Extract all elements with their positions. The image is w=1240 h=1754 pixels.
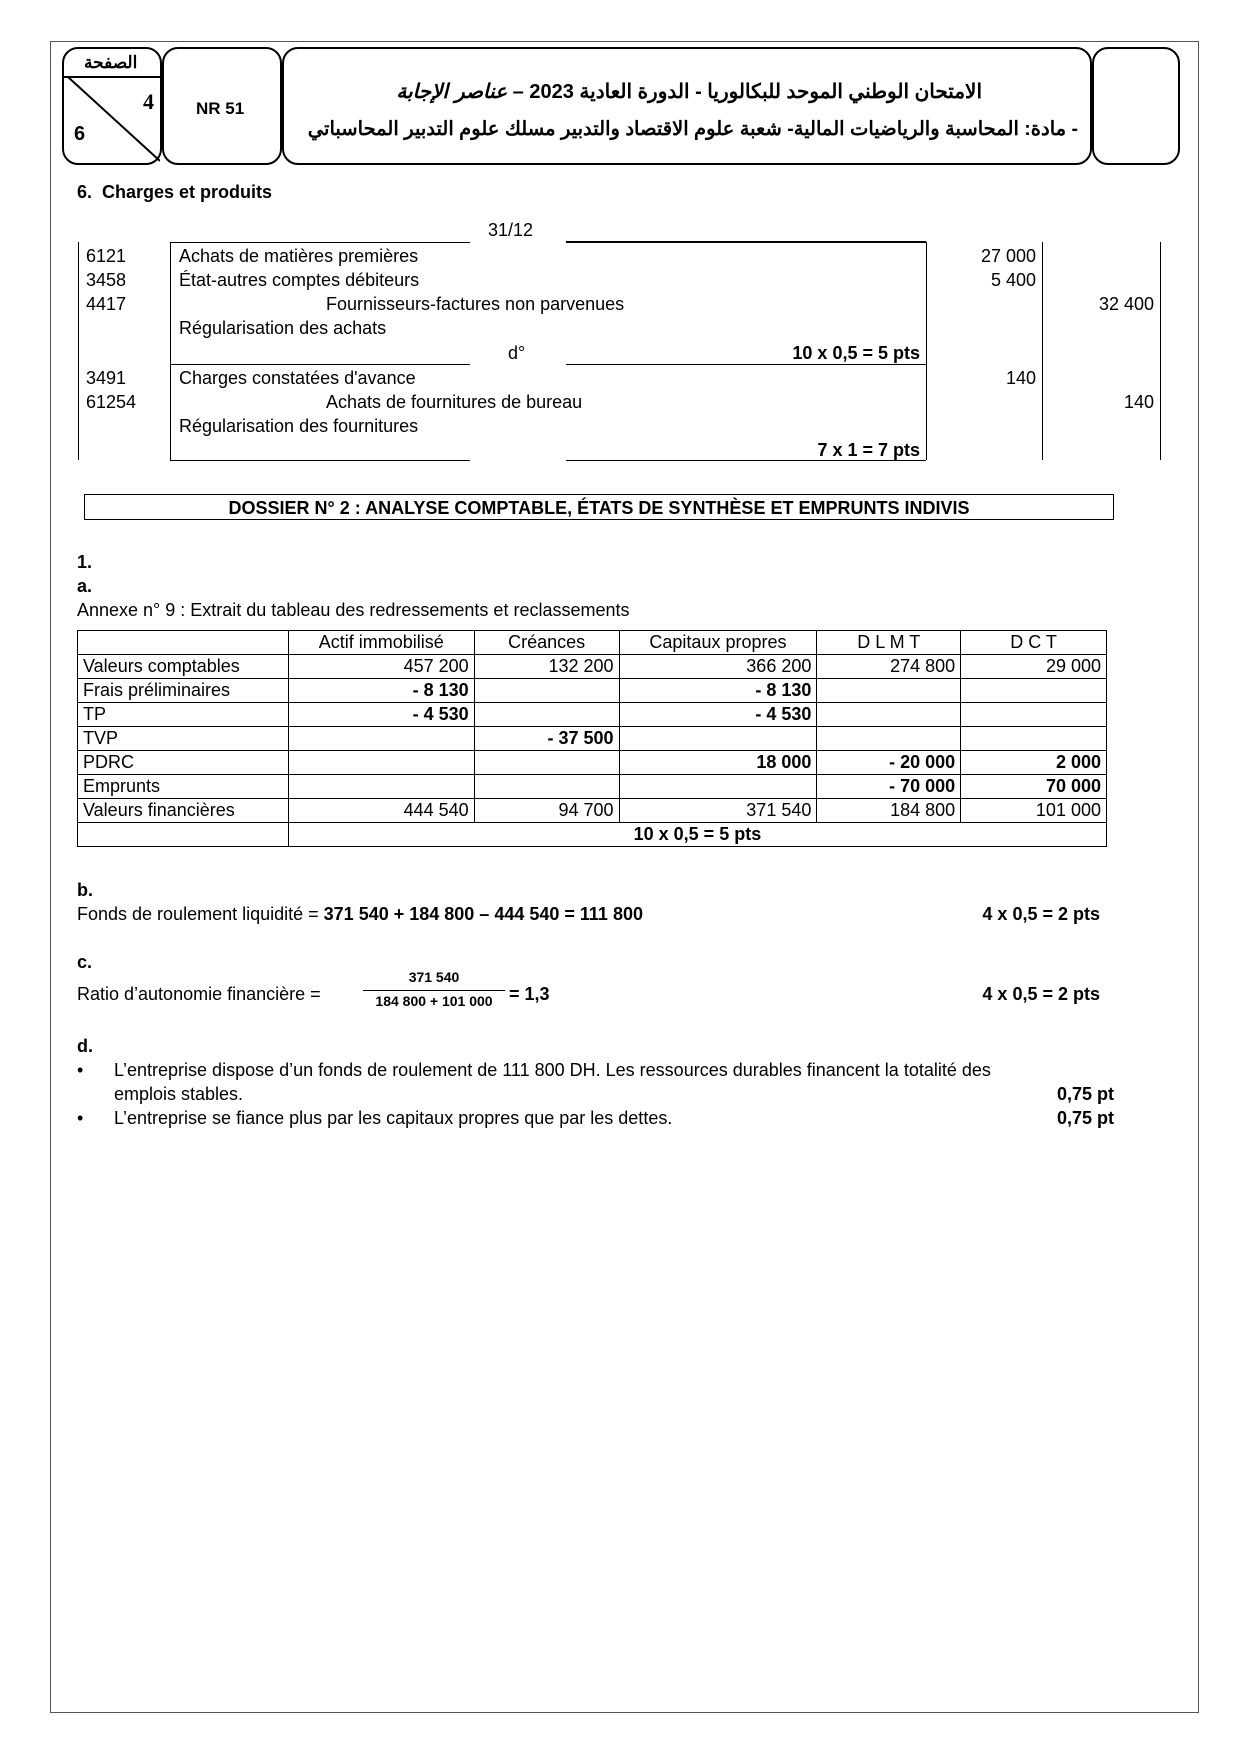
table-cell [961, 727, 1107, 751]
entry2-label-1: Charges constatées d'avance [179, 368, 416, 388]
bullet2-points: 0,75 pt [1056, 1108, 1114, 1128]
table-points-row [78, 823, 1107, 847]
bullet1-line2: emplois stables. [114, 1084, 244, 1104]
title-line-1 [396, 79, 982, 104]
q1b-formula: 371 540 + 184 800 – 444 540 = 111 800 [323, 904, 643, 924]
table-cell: - 8 130 [288, 679, 474, 703]
entry1-bottom-right-line [566, 364, 926, 365]
table-cell: 457 200 [288, 655, 474, 679]
row-label: Frais préliminaires [78, 679, 289, 703]
entry1-account-1: 6121 [86, 246, 127, 266]
column-header: Actif immobilisé [288, 631, 474, 655]
blank-box [1092, 47, 1180, 165]
table-cell [817, 679, 961, 703]
bullet2-text: L’entreprise se fiance plus par les capitaux propres que par les dettes. [114, 1108, 673, 1128]
bullet1-points: 0,75 pt [1056, 1084, 1114, 1104]
table-header-row [78, 631, 1107, 655]
journal-left-line [78, 242, 79, 460]
table-row [78, 703, 1107, 727]
title-box [282, 47, 1092, 165]
entry1-account-2: 3458 [86, 270, 127, 290]
title-dash: – [512, 81, 524, 103]
table-cell: - 20 000 [817, 751, 961, 775]
q1d-label: d. [77, 1036, 93, 1056]
q1c-points: 4 x 0,5 = 2 pts [982, 984, 1100, 1004]
table-cell: 184 800 [817, 799, 961, 823]
page-frame [50, 41, 1199, 1713]
table-cell: - 4 530 [619, 703, 817, 727]
entry1-points: 10 x 0,5 = 5 pts [792, 343, 920, 363]
table-cell [817, 703, 961, 727]
entry1-label-1: Achats de matières premières [179, 246, 419, 266]
table-cell [961, 703, 1107, 727]
table-cell: 18 000 [619, 751, 817, 775]
table-cell: 274 800 [817, 655, 961, 679]
column-header: Capitaux propres [619, 631, 817, 655]
q1c-text: Ratio d’autonomie financière = [77, 984, 326, 1004]
journal-credit-line [1042, 242, 1043, 460]
entry1-label-2: État-autres comptes débiteurs [179, 270, 420, 290]
entry1-account-3: 4417 [86, 294, 127, 314]
table-cell [474, 679, 619, 703]
bullet-dot-2: • [77, 1108, 84, 1128]
title-year: 2023 [529, 81, 574, 103]
table-cell [288, 775, 474, 799]
q1-number: 1. [77, 552, 93, 572]
code-box [162, 47, 282, 165]
column-header: D L M T [817, 631, 961, 655]
table-cell: - 37 500 [474, 727, 619, 751]
entry1-top-left-line [170, 242, 470, 243]
page-number: 4 [143, 89, 154, 114]
table-row [78, 727, 1107, 751]
page-number-box [62, 47, 162, 165]
fraction-bar [363, 990, 505, 991]
entry2-account-1: 3491 [86, 368, 127, 388]
journal-label-line [170, 242, 171, 460]
bullet-dot-1: • [77, 1060, 84, 1080]
table-cell: 101 000 [961, 799, 1107, 823]
entry2-bottom-left-line [170, 460, 470, 461]
bullet1-line1: L’entreprise dispose d’un fonds de roulement de 111 800 DH. Les ressources durables financent la totalité des [114, 1060, 991, 1080]
points-row-empty [78, 823, 289, 847]
table-cell: 29 000 [961, 655, 1107, 679]
entry2-credit-2: 140 [1123, 392, 1154, 412]
table-cell [474, 703, 619, 727]
table-row [78, 655, 1107, 679]
table-row [78, 751, 1107, 775]
dossier-title: DOSSIER N° 2 : ANALYSE COMPTABLE, ÉTATS DE SYNTHÈSE ET EMPRUNTS INDIVIS [84, 494, 1114, 520]
page-total: 6 [74, 123, 86, 145]
row-label: TP [78, 703, 289, 727]
table-cell: 70 000 [961, 775, 1107, 799]
q1c-result: = 1,3 [509, 984, 550, 1004]
q1b-line [77, 904, 643, 925]
title-answer: عناصر الإجابة [396, 79, 508, 103]
table-row [78, 679, 1107, 703]
journal-date: 31/12 [488, 220, 534, 240]
entry2-account-2: 61254 [86, 392, 137, 412]
table-cell: 444 540 [288, 799, 474, 823]
page-label: الصفحة [84, 53, 138, 72]
table-cell: 2 000 [961, 751, 1107, 775]
column-header: Créances [474, 631, 619, 655]
table-cell: 94 700 [474, 799, 619, 823]
title-line-2: - مادة: المحاسبة والرياضيات المالية- شعبة علوم الاقتصاد والتدبير مسلك علوم التدبير المحاسباتي [307, 118, 1078, 140]
q1c-label: c. [77, 952, 93, 972]
row-label: Valeurs financières [78, 799, 289, 823]
entry1-description: Régularisation des achats [179, 318, 387, 338]
row-label: Valeurs comptables [78, 655, 289, 679]
table-cell: 371 540 [619, 799, 817, 823]
entry1-bottom-left-line [170, 364, 470, 365]
entry1-debit-2: 5 400 [990, 270, 1036, 290]
fraction-numerator: 371 540 [408, 969, 460, 985]
title-line-1-text: الامتحان الوطني الموحد للبكالوريا - الدورة العادية [579, 81, 982, 103]
table-cell: - 70 000 [817, 775, 961, 799]
q1b-points: 4 x 0,5 = 2 pts [982, 904, 1100, 924]
table-points: 10 x 0,5 = 5 pts [288, 823, 1106, 847]
table-row [78, 775, 1107, 799]
q1b-text: Fonds de roulement liquidité = [77, 904, 324, 924]
entry1-ditto: d° [508, 343, 526, 363]
fraction-denominator: 184 800 + 101 000 [375, 993, 493, 1009]
journal-debit-line [926, 242, 927, 460]
row-label: Emprunts [78, 775, 289, 799]
table-cell [474, 751, 619, 775]
entry1-label-3: Fournisseurs-factures non parvenues [326, 294, 625, 314]
table-cell [288, 751, 474, 775]
row-label: PDRC [78, 751, 289, 775]
q1b-label: b. [77, 880, 93, 900]
table-cell [474, 775, 619, 799]
entry1-debit-1: 27 000 [980, 246, 1036, 266]
entry2-description: Régularisation des fournitures [179, 416, 419, 436]
table-cell [961, 679, 1107, 703]
journal-right-line [1160, 242, 1161, 460]
row-label: TVP [78, 727, 289, 751]
table-cell: - 4 530 [288, 703, 474, 727]
table-header-corner [78, 631, 289, 655]
column-header: D C T [961, 631, 1107, 655]
table-cell [817, 727, 961, 751]
entry2-points: 7 x 1 = 7 pts [817, 440, 920, 460]
entry1-credit-3: 32 400 [1098, 294, 1154, 314]
entry2-debit-1: 140 [1005, 368, 1036, 388]
section-6-heading: 6. Charges et produits [77, 182, 273, 202]
annex-table [77, 630, 1107, 847]
q1a-label: a. [77, 576, 93, 596]
table-cell [288, 727, 474, 751]
table-row [78, 799, 1107, 823]
table-cell: 132 200 [474, 655, 619, 679]
exam-code: NR 51 [196, 99, 245, 118]
table-cell: 366 200 [619, 655, 817, 679]
table-cell [619, 727, 817, 751]
table-cell [619, 775, 817, 799]
annex-title: Annexe n° 9 : Extrait du tableau des redressements et reclassements [77, 600, 630, 620]
entry2-label-2: Achats de fournitures de bureau [326, 392, 583, 412]
entry1-top-right-line [566, 242, 926, 243]
table-cell: - 8 130 [619, 679, 817, 703]
